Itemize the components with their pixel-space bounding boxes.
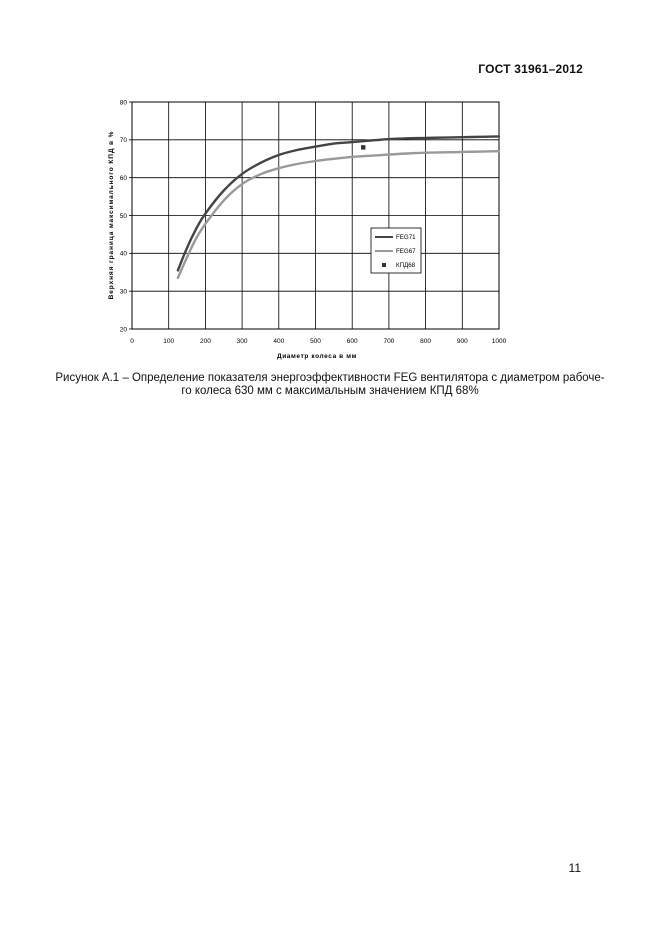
x-tick-label: 700: [383, 338, 395, 345]
x-axis-label: Диаметр колеса в мм: [276, 353, 358, 360]
x-tick-label: 300: [236, 338, 248, 345]
y-axis-label: Верхняя граница максимального КПД в %: [108, 130, 115, 300]
x-tick-label: 900: [456, 338, 468, 345]
document-code: ГОСТ 31961–2012: [478, 62, 583, 76]
efficiency-chart: [0, 0, 661, 380]
x-tick-label: 500: [310, 338, 321, 345]
data-point-кпд68: [361, 145, 365, 149]
y-tick-label: 30: [119, 288, 127, 296]
chart-svg: [0, 0, 661, 380]
x-tick-label: 1000: [491, 338, 507, 345]
y-tick-label: 60: [119, 174, 127, 182]
grid: [129, 102, 499, 329]
legend-label: КПД68: [396, 262, 416, 270]
y-tick-label: 20: [119, 326, 127, 334]
caption-line-1: Рисунок А.1 – Определение показателя энергоэффективности FEG вентилятора с диаметром рабоче-: [55, 372, 605, 384]
y-tick-label: 50: [119, 212, 127, 220]
y-tick-label: 80: [119, 99, 127, 107]
x-tick-label: 100: [163, 338, 175, 345]
y-tick-label: 40: [119, 250, 127, 258]
legend-label: FEG71: [396, 234, 416, 242]
x-tick-label: 200: [199, 338, 211, 345]
x-tick-label: 600: [346, 338, 358, 345]
legend: [371, 228, 421, 273]
x-tick-label: 800: [420, 338, 432, 345]
legend-label: FEG67: [396, 248, 416, 256]
figure-caption: [40, 372, 620, 398]
legend-swatch-кпд68: [382, 263, 386, 267]
x-tick-label: 0: [130, 338, 134, 345]
page-number: 11: [568, 861, 581, 875]
x-tick-label: 400: [273, 338, 285, 345]
y-tick-label: 70: [119, 137, 127, 145]
caption-line-2: го колеса 630 мм с максимальным значением КПД 68%: [181, 385, 479, 397]
